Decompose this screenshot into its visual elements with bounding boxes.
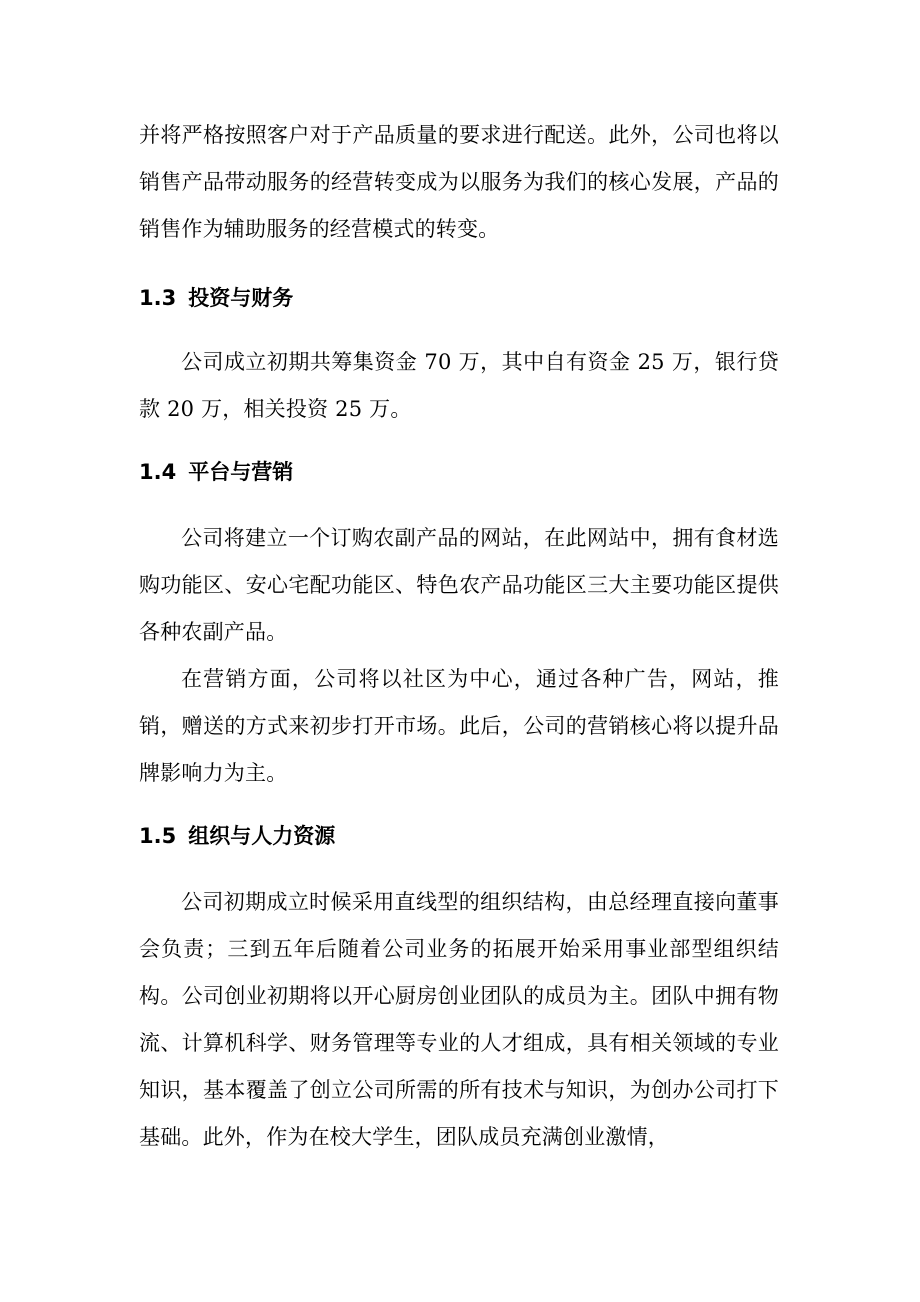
paragraph-platform: 公司将建立一个订购农副产品的网站，在此网站中，拥有食材选购功能区、安心宅配功能区、特色农产品功能区三大主要功能区提供各种农副产品。 xyxy=(139,526,779,644)
document-page xyxy=(139,112,779,1161)
section-title: 平台与营销 xyxy=(188,460,294,484)
paragraph-marketing: 在营销方面，公司将以社区为中心，通过各种广告，网站，推销，赠送的方式来初步打开市场。此后，公司的营销核心将以提升品牌影响力为主。 xyxy=(139,667,779,785)
section-number: 1.5 xyxy=(139,824,177,848)
section-title: 投资与财务 xyxy=(188,286,294,310)
paragraph-investment: 公司成立初期共筹集资金 70 万，其中自有资金 25 万，银行贷款 20 万，相关投资 25 万。 xyxy=(139,350,779,421)
section-heading-1-3 xyxy=(139,283,779,313)
section-heading-1-4 xyxy=(139,457,779,487)
section-number: 1.3 xyxy=(139,286,177,310)
section-heading-1-5 xyxy=(139,821,779,851)
section-number: 1.4 xyxy=(139,460,177,484)
paragraph-organization: 公司初期成立时候采用直线型的组织结构，由总经理直接向董事会负责；三到五年后随着公司业务的拓展开始采用事业部型组织结构。公司创业初期将以开心厨房创业团队的成员为主。团队中拥有物流、计算机科学、财务管理等专业的人才组成，具有相关领域的专业知识，基本覆盖了创立公司所需的所有技术与知识，为创办公司打下基础。此外，作为在校大学生，团队成员充满创业激情， xyxy=(139,890,779,1149)
intro-paragraph: 并将严格按照客户对于产品质量的要求进行配送。此外，公司也将以销售产品带动服务的经营转变成为以服务为我们的核心发展，产品的销售作为辅助服务的经营模式的转变。 xyxy=(139,123,779,241)
section-title: 组织与人力资源 xyxy=(188,824,336,848)
